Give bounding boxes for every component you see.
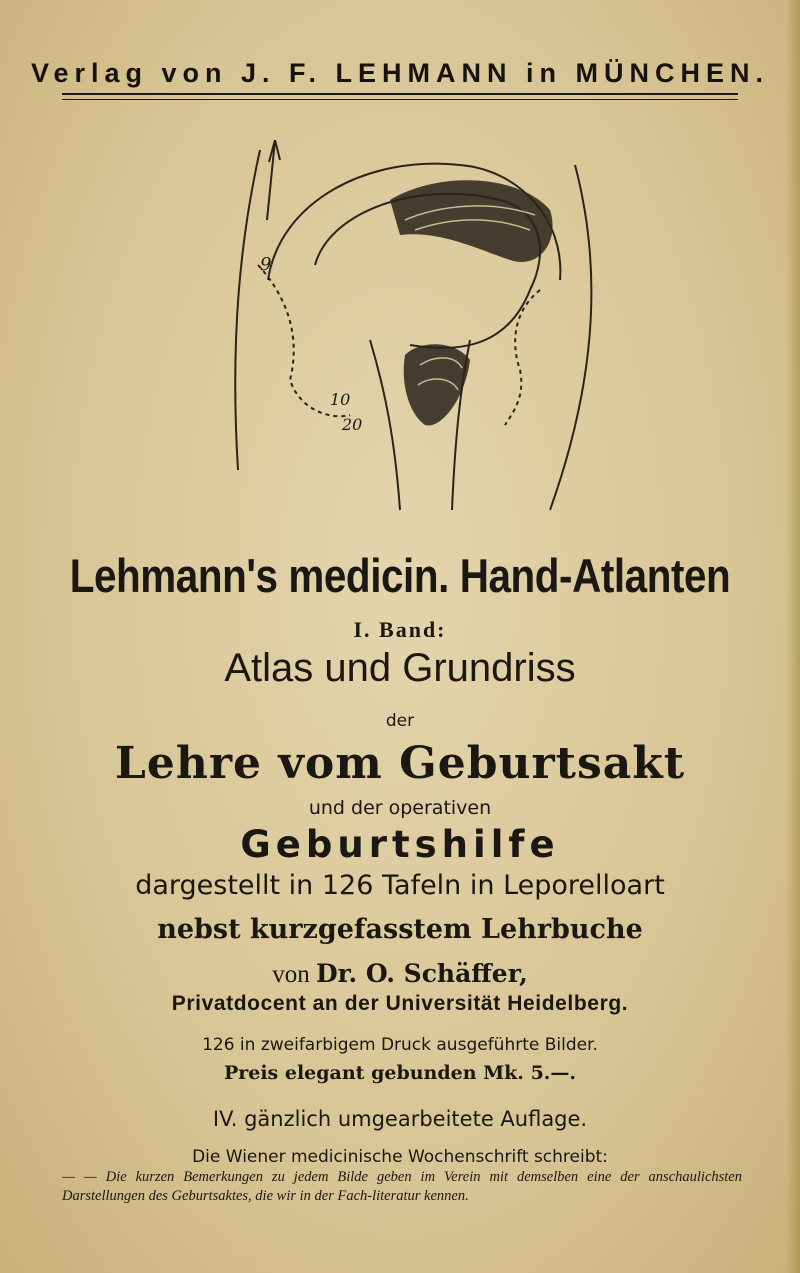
fetal-head [390, 180, 553, 262]
publisher-line: Verlag von J. F. LEHMANN in MÜNCHEN. [30, 58, 770, 88]
author-position: Privatdocent an der Universität Heidelberg. [171, 992, 629, 1015]
author-name: Dr. O. Schäffer, [315, 959, 528, 988]
author-prefix: von [272, 961, 310, 988]
author-line [0, 959, 800, 989]
review-heading: Die Wiener medicinische Wochenschrift schreibt: [192, 1147, 608, 1167]
figure-label-20: 20 [342, 415, 363, 434]
nebst-text: nebst kurzgefasstem Lehrbuche [157, 914, 643, 945]
operativen-text: und der operativen [308, 797, 492, 819]
obstetric-illustration [220, 140, 600, 520]
edition-line: IV. gänzlich umgearbeitete Auflage. [212, 1107, 588, 1131]
lehre-title: Lehre vom Geburtsakt [114, 738, 686, 789]
figure-label-10: 10 [330, 390, 351, 409]
illustrations-note: 126 in zweifarbigem Druck ausgeführte Bilder. [202, 1035, 598, 1055]
atlas-title: Atlas und Grundriss [224, 646, 576, 690]
dargestellt-text: dargestellt in 126 Tafeln in Leporelloart [135, 870, 665, 901]
dashed-right [505, 290, 540, 425]
review-quote: — — Die kurzen Bemerkungen zu jedem Bilde geben im Verein mit demselben eine der anschaulichsten Darstellungen des Geburtsaktes, die wir in der Fach-literatur kennen. [62, 1169, 742, 1204]
volume-label: I. Band: [353, 617, 447, 642]
price-line: Preis elegant gebunden Mk. 5.—. [223, 1062, 577, 1084]
pelvis-outline-right [550, 165, 591, 510]
geburtshilfe-title: Geburtshilfe [240, 823, 560, 866]
header-rule-thin [62, 99, 738, 100]
figure-label-9: 9 [260, 254, 272, 275]
header-rule [62, 93, 738, 95]
pelvis-outline-left [235, 150, 260, 470]
fetal-body [404, 344, 470, 425]
der-text: der [385, 711, 415, 731]
series-title: Lehmann's medicin. Hand-Atlanten [69, 549, 731, 602]
